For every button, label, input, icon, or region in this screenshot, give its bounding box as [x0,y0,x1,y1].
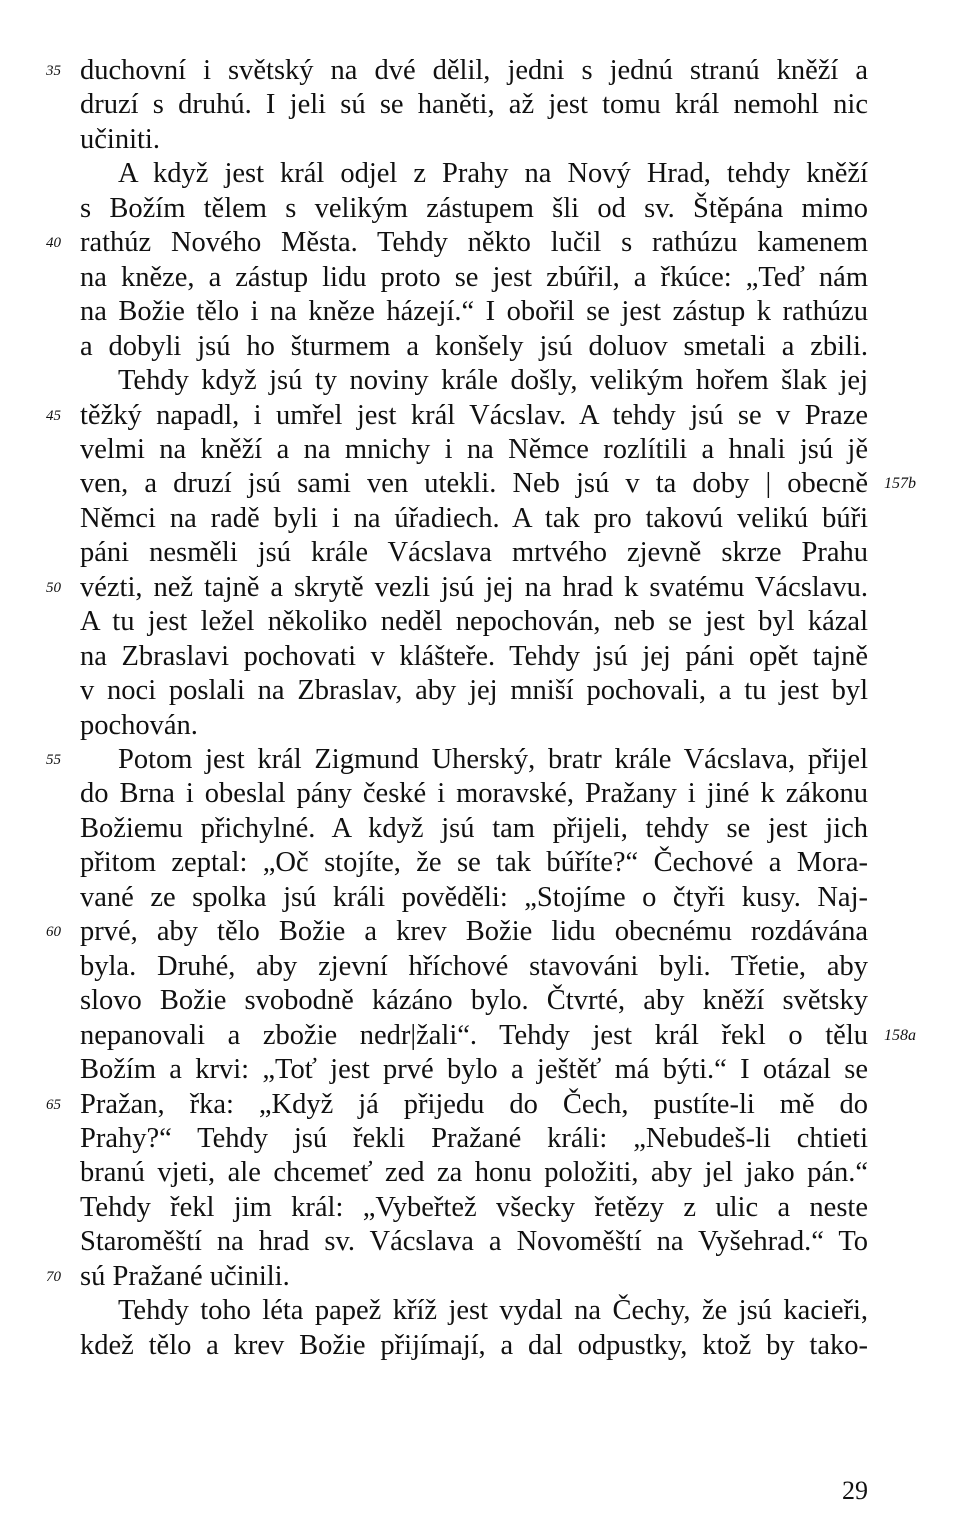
text-line: na Zbraslavi pochovati v klášteře. Tehdy jsú jej páni opět tajně [80,640,868,672]
text-line: v noci poslali na Zbraslav, aby jej mniší pochovali, a tu jest byl [80,675,868,707]
text-line: nepanovali a zbožie nedr|žali“. Tehdy jest král řekl o tělu [80,1019,868,1051]
text-line: těžký napadl, i umřel jest král Vácslav. A tehdy jsú se v Praze [80,399,868,431]
text-line: Tehdy když jsú ty noviny krále došly, velikým hořem šlak jej [118,365,868,397]
text-line: Tehdy řekl jim král: „Vybeřtež všecky řetězy z ulic a neste [80,1191,868,1223]
line-number: 40 [46,235,61,252]
text-line: ven, a druzí jsú sami ven utekli. Neb jsú v ta doby | obecně [80,468,868,500]
text-line: učiniti. [80,123,160,155]
text-line: rathúz Nového Města. Tehdy někto lučil s rathúzu kamenem [80,227,868,259]
text-line: Němci na radě byli i na úřadiech. A tak pro takovú velikú búři [80,502,868,534]
text-line: pochován. [80,709,198,741]
text-line: Božiemu přichylné. A když jsú tam přijeli, tehdy se jest jich [80,812,868,844]
text-line: na Božie tělo i na kněze házejí.“ I obořil se jest zástup k rathúzu [80,296,868,328]
text-line: Tehdy toho léta papež kříž jest vydal na Čechy, že jsú kacieři, [118,1295,868,1327]
text-line: s Božím tělem s velikým zástupem šli od sv. Štěpána mimo [80,192,868,224]
text-line: přitom zeptal: „Oč stojíte, že se tak búříte?“ Čechové a Mora- [80,847,868,879]
text-line: A když jest král odjel z Prahy na Nový Hrad, tehdy kněží [118,158,868,190]
line-number: 45 [46,407,61,424]
text-line: Potom jest král Zigmund Uherský, bratr krále Vácslava, přijel [118,744,868,775]
text-line: vézti, než tajně a skrytě vezli jsú jej na hrad k svatému Vácslavu. [80,571,868,603]
text-line: sú Pražané učinili. [80,1260,290,1292]
folio-reference: 158a [884,1026,916,1044]
text-line: byla. Druhé, aby zjevní hříchové stavováni byli. Třetie, aby [80,950,868,982]
text-line: branú vjeti, ale chcemeť zed za honu položiti, aby jel jako pán.“ [80,1157,868,1189]
text-line: A tu jest ležel několiko neděl nepochován, neb se jest byl kázal [80,606,868,638]
text-line: a dobyli jsú ho šturmem a konšely jsú doluov smetali a zbili. [80,330,868,362]
text-line: velmi na kněží a na mnichy i na Němce rozlítili a hnali jsú jě [80,433,868,465]
line-number: 60 [46,924,61,941]
text-line: druzí s druhú. I jeli sú se haněti, až jest tomu král nemohl nic [80,89,868,121]
folio-reference: 157b [884,475,916,493]
text-line: duchovní i světský na dvé dělil, jedni s jednú stranú kněží a [80,55,868,86]
text-line: na kněze, a zástup lidu proto se jest zbúřil, a řkúce: „Teď nám [80,261,868,293]
text-line: kdež tělo a krev Božie přijímají, a dal odpustky, ktož by tako- [80,1329,868,1361]
text-line: Božím a krvi: „Toť jest prvé bylo a ještěť má býti.“ I otázal se [80,1054,868,1086]
line-number: 65 [46,1096,61,1113]
text-line: do Brna i obeslal pány české i moravské, Pražany i jiné k zákonu [80,778,868,810]
text-line: vané ze spolka jsú králi pověděli: „Stojíme o čtyři kusy. Naj- [80,881,868,913]
page-number: 29 [842,1476,868,1505]
text-line: Prahy?“ Tehdy jsú řekli Pražané králi: „Nebudeš-li chtieti [80,1122,868,1154]
text-line: páni nesměli jsú krále Vácslava mrtvého zjevně skrze Prahu [80,537,868,569]
line-number: 35 [46,63,61,79]
text-line: prvé, aby tělo Božie a krev Božie lidu obecnému rozdávána [80,916,868,948]
text-line: Staroměští na hrad sv. Vácslava a Novoměští na Vyšehrad.“ To [80,1226,868,1258]
line-number: 70 [46,1268,61,1285]
line-number: 55 [46,752,61,768]
text-line: Pražan, řka: „Když já přijedu do Čech, pustíte-li mě do [80,1088,868,1120]
line-number: 50 [46,579,61,596]
text-line: slovo Božie svobodně kázáno bylo. Čtvrté, aby kněží světsky [80,985,868,1017]
